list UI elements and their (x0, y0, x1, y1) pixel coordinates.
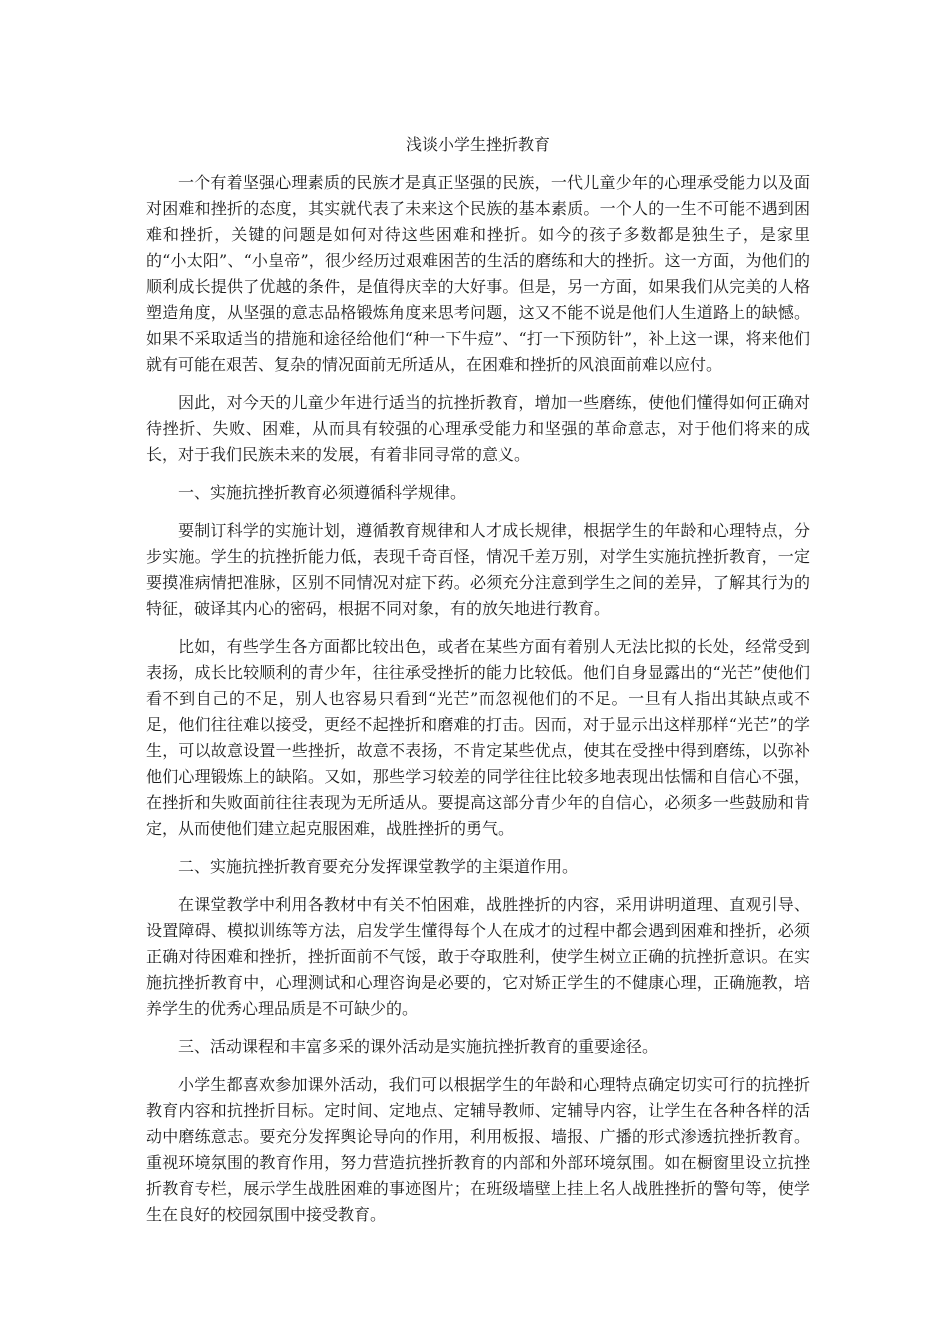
paragraph-section-2: 在课堂教学中利用各教材中有关不怕困难，战胜挫折的内容，采用讲明道理、直观引导、设置障碍、模拟训练等方法，启发学生懂得每个人在成才的过程中都会遇到困难和挫折，必须正确对待困难和挫折，挫折面前不气馁，敢于夺取胜利，使学生树立正确的抗挫折意识。在实施抗挫折教育中，心理测试和心理咨询是必要的，它对矫正学生的不健康心理，正确施教，培养学生的优秀心理品质是不可缺少的。 (146, 895, 810, 1018)
paragraph-section-3: 小学生都喜欢参加课外活动，我们可以根据学生的年龄和心理特点确定切实可行的抗挫折教育内容和抗挫折目标。定时间、定地点、定辅导教师、定辅导内容，让学生在各种各样的活动中磨练意志。要充分发挥舆论导向的作用，利用板报、墙报、广播的形式渗透抗挫折教育。重视环境氛围的教育作用，努力营造抗挫折教育的内部和外部环境氛围。如在橱窗里设立抗挫折教育专栏，展示学生战胜困难的事迹图片；在班级墙壁上挂上名人战胜挫折的警句等，使学生在良好的校园氛围中接受教育。 (146, 1075, 810, 1224)
section-heading-1: 一、实施抗挫折教育必须遵循科学规律。 (178, 483, 467, 502)
section-heading-3: 三、活动课程和丰富多采的课外活动是实施抗挫折教育的重要途径。 (178, 1037, 659, 1056)
document-title: 浅谈小学生挫折教育 (405, 135, 550, 154)
paragraph-section-1-plan: 要制订科学的实施计划，遵循教育规律和人才成长规律，根据学生的年龄和心理特点，分步实施。学生的抗挫折能力低，表现千奇百怪，情况千差万别，对学生实施抗挫折教育，一定要摸准病情把准脉，区别不同情况对症下药。必须充分注意到学生之间的差异，了解其行为的特征，破译其内心的密码，根据不同对象，有的放矢地进行教育。 (146, 521, 810, 618)
document-page (146, 132, 810, 1240)
paragraph-significance: 因此，对今天的儿童少年进行适当的抗挫折教育，增加一些磨练，使他们懂得如何正确对待挫折、失败、困难，从而具有较强的心理承受能力和坚强的革命意志，对于他们将来的成长，对于我们民族未来的发展，有着非同寻常的意义。 (146, 393, 810, 464)
paragraph-section-1-examples: 比如，有些学生各方面都比较出色，或者在某些方面有着别人无法比拟的长处，经常受到表扬，成长比较顺利的青少年，往往承受挫折的能力比较低。他们自身显露出的“光芒”使他们看不到自己的不足，别人也容易只看到“光芒”而忽视他们的不足。一旦有人指出其缺点或不足，他们往往难以接受，更经不起挫折和磨难的打击。因而，对于显示出这样那样“光芒”的学生，可以故意设置一些挫折，故意不表扬，不肯定某些优点，使其在受挫中得到磨练，以弥补他们心理锻炼上的缺陷。又如，那些学习较差的同学往往比较多地表现出怯懦和自信心不强，在挫折和失败面前往往表现为无所适从。要提高这部分青少年的自信心，必须多一些鼓励和肯定，从而使他们建立起克服困难，战胜挫折的勇气。 (146, 637, 810, 838)
paragraph-intro: 一个有着坚强心理素质的民族才是真正坚强的民族，一代儿童少年的心理承受能力以及面对困难和挫折的态度，其实就代表了未来这个民族的基本素质。一个人的一生不可能不遇到困难和挫折，关键的问题是如何对待这些困难和挫折。如今的孩子多数都是独生子，是家里的“小太阳”、“小皇帝”，很少经历过艰难困苦的生活的磨练和大的挫折。这一方面，为他们的顺利成长提供了优越的条件，是值得庆幸的大好事。但是，另一方面，如果我们从完美的人格塑造角度，从坚强的意志品格锻炼角度来思考问题，这又不能不说是他们人生道路上的缺憾。如果不采取适当的措施和途径给他们“种一下牛痘”、“打一下预防针”，补上这一课，将来他们就有可能在艰苦、复杂的情况面前无所适从，在困难和挫折的风浪面前难以应付。 (146, 173, 810, 374)
section-heading-2: 二、实施抗挫折教育要充分发挥课堂教学的主渠道作用。 (178, 857, 579, 876)
